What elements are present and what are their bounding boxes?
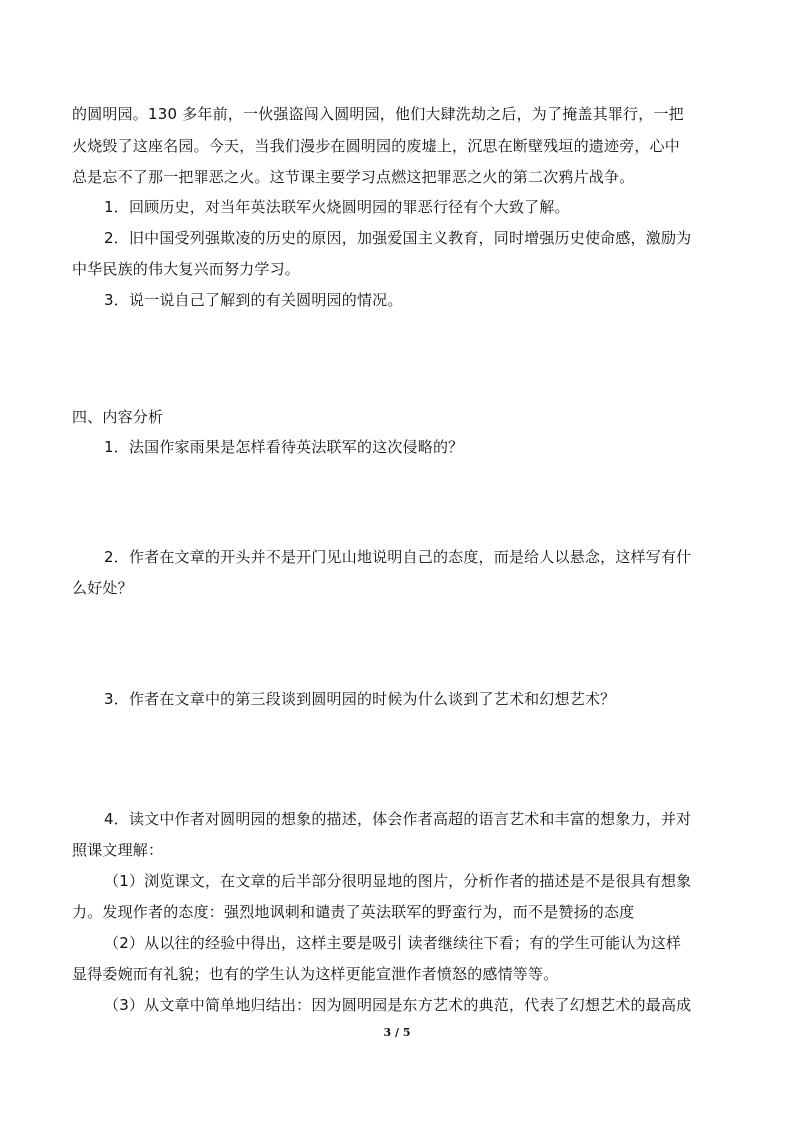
page-number: 3 / 5 xyxy=(383,1026,411,1039)
intro-line-3: 总是忘不了那一把罪恶之火。这节课主要学习点燃这把罪恶之火的第二次鸦片战争。 xyxy=(72,168,635,186)
question-2-line-1: 2．作者在文章的开头并不是开门见山地说明自己的态度，而是给人以悬念，这样写有什 xyxy=(104,548,692,566)
question-4-line-2: 照课文理解： xyxy=(72,841,164,859)
intro-line-1: 的圆明园。130 多年前，一伙强盗闯入圆明园，他们大肆洗劫之后，为了掩盖其罪行，一把 xyxy=(72,105,684,123)
question-2-line-2: 么好处？ xyxy=(72,579,133,597)
question-1: 1．法国作家雨果是怎样看待英法联军的这次侵略的？ xyxy=(104,438,464,456)
objective-item-2-line-1: 2．旧中国受列强欺凌的历史的原因，加强爱国主义教育，同时增强历史使命感，激励为 xyxy=(104,229,692,247)
answer-3-line-1: （3）从文章中简单地归结出：因为圆明园是东方艺术的典范，代表了幻想艺术的最高成 xyxy=(104,996,692,1014)
objective-item-2-line-2: 中华民族的伟大复兴而努力学习。 xyxy=(72,260,301,278)
answer-2-line-1: （2）从以往的经验中得出，这样主要是吸引 读者继续往下看；有的学生可能认为这样 xyxy=(104,934,682,952)
answer-2-line-2: 显得委婉而有礼貌；也有的学生认为这样更能宣泄作者愤怒的感情等等。 xyxy=(72,965,559,983)
answer-1-line-1: （1）浏览课文，在文章的后半部分很明显地的图片，分析作者的描述是不是很具有想象 xyxy=(104,872,692,890)
answer-1-line-2: 力。发现作者的态度：强烈地讽刺和谴责了英法联军的野蛮行为，而不是赞扬的态度 xyxy=(72,903,635,921)
objective-item-3: 3．说一说自己了解到的有关圆明园的情况。 xyxy=(104,291,403,309)
question-3: 3．作者在文章中的第三段谈到圆明园的时候为什么谈到了艺术和幻想艺术？ xyxy=(104,690,616,708)
intro-line-2: 火烧毁了这座名园。今天，当我们漫步在圆明园的废墟上，沉思在断壁残垣的遗迹旁，心中 xyxy=(72,137,681,155)
objective-item-1: 1．回顾历史，对当年英法联军火烧圆明园的罪恶行径有个大致了解。 xyxy=(104,198,570,216)
section-heading: 四、内容分析 xyxy=(72,408,164,426)
question-4-line-1: 4．读文中作者对圆明园的想象的描述，体会作者高超的语言艺术和丰富的想象力，并对 xyxy=(104,810,692,828)
